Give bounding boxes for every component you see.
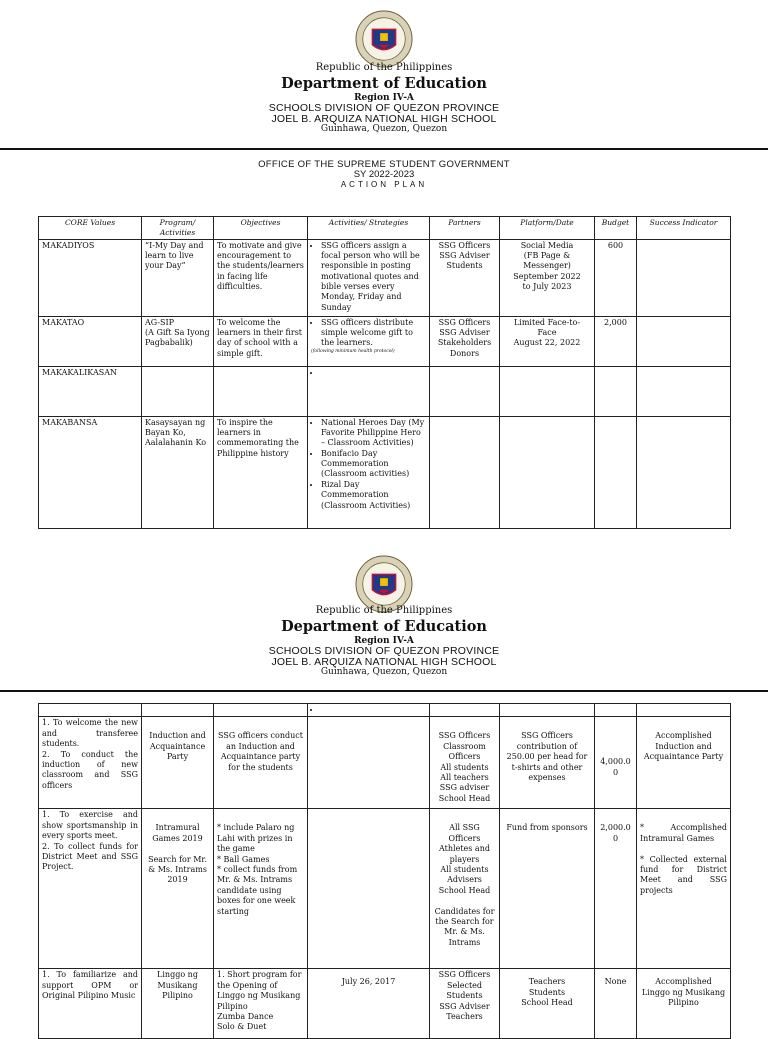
table-row (39, 809, 731, 969)
strategies-cell: 1. Short program for the Opening of Linggo ng Musikang Pilipino Zumba Dance Solo & Duet (214, 969, 308, 1039)
department-title: Department of Education (281, 617, 487, 635)
core-value-cell: MAKATAO (39, 316, 142, 366)
objectives-cell: 1. To familiarize and support OPM or Original Pilipino Music (39, 969, 142, 1039)
school-name: JOEL B. ARQUIZA NATIONAL HIGH SCHOOL (271, 656, 497, 669)
core-value-cell: MAKABANSA (39, 416, 142, 528)
office-title: OFFICE OF THE SUPREME STUDENT GOVERNMENT (258, 159, 510, 170)
objectives-cell (214, 366, 308, 416)
table-row (39, 316, 731, 366)
activities-cell (308, 239, 430, 316)
objectives-cell: To welcome the learners in their first day of school with a simple gift. (214, 316, 308, 366)
table-row (39, 969, 731, 1039)
table-row (39, 416, 731, 528)
division-text: SCHOOLS DIVISION OF QUEZON PROVINCE (268, 645, 500, 658)
republic-text: Republic of the Philippines (315, 62, 453, 73)
school-address: Guinhawa, Quezon, Quezon (320, 124, 448, 135)
partners-cell: SSG Officers Selected Students SSG Adviser Teachers (430, 969, 500, 1039)
header-divider (0, 148, 768, 150)
success-cell (637, 366, 731, 416)
empty-bullet-cell (308, 704, 430, 717)
resources-cell: SSG Officers contribution of 250.00 per head for t-shirts and other expenses (500, 717, 595, 809)
activity-item: • Rizal Day Commemoration (Classroom Activities) (321, 480, 426, 511)
health-protocol-note: (following minimum health protocol) (311, 348, 395, 354)
success-cell: Accomplished Induction and Acquaintance Party (637, 717, 731, 809)
program-cell: Linggo ng Musikang Pilipino (142, 969, 214, 1039)
success-cell (637, 239, 731, 316)
page-2-letterhead (0, 606, 768, 678)
column-header: Success Indicator (637, 217, 731, 240)
activities-table (38, 703, 731, 1039)
activity-item (321, 368, 426, 378)
budget-cell (595, 366, 637, 416)
school-address: Guinhawa, Quezon, Quezon (320, 667, 448, 678)
strategies-cell: * include Palaro ng Lahi with prizes in the game * Ball Games * collect funds from Mr. & Ms. Intrams candidate using boxes for one week starting (214, 809, 308, 969)
program-cell: AG-SIP (A Gift Sa Iyong Pagbabalik) (142, 316, 214, 366)
activity-item: • Bonifacio Day Commemoration (Classroom activities) (321, 449, 426, 480)
platform-cell (500, 416, 595, 528)
budget-cell: None (595, 969, 637, 1039)
success-cell: Accomplished Linggo ng Musikang Pilipino (637, 969, 731, 1039)
partners-cell: SSG Officers SSG Adviser Stakeholders Donors (430, 316, 500, 366)
budget-cell (595, 416, 637, 528)
activity-item: • National Heroes Day (My Favorite Philippine Hero – Classroom Activities) (321, 418, 426, 449)
platform-cell: Limited Face-to- Face August 22, 2022 (500, 316, 595, 366)
objectives-cell: 1. To welcome the new and transferee students. 2. To conduct the induction of new classroom and SSG officers (39, 717, 142, 809)
column-header: CORE Values (39, 217, 142, 240)
school-name: JOEL B. ARQUIZA NATIONAL HIGH SCHOOL (271, 113, 497, 126)
column-header: Activities/ Strategies (308, 217, 430, 240)
action-plan-table (38, 216, 731, 529)
core-value-cell: MAKAKALIKASAN (39, 366, 142, 416)
date-cell: July 26, 2017 (308, 969, 430, 1039)
republic-text: Republic of the Philippines (315, 605, 453, 616)
date-cell (308, 809, 430, 969)
program-cell: “I-My Day and learn to live your Day” (142, 239, 214, 316)
objectives-cell: To motivate and give encouragement to the students/learners in facing life difficulties. (214, 239, 308, 316)
program-cell (142, 366, 214, 416)
strategies-cell: SSG officers conduct an Induction and Acquaintance party for the students (214, 717, 308, 809)
platform-cell (500, 366, 595, 416)
budget-cell: 600 (595, 239, 637, 316)
program-cell: Induction and Acquaintance Party (142, 717, 214, 809)
column-header: Program/ Activities (142, 217, 214, 240)
table-top-row (39, 704, 731, 717)
partners-cell (430, 366, 500, 416)
resources-cell: Teachers Students School Head (500, 969, 595, 1039)
activities-cell (308, 366, 430, 416)
activities-cell (308, 316, 430, 366)
column-header: Budget (595, 217, 637, 240)
office-heading (0, 160, 768, 190)
school-year: SY 2022-2023 (353, 169, 415, 181)
partners-cell: All SSG Officers Athletes and players All students Advisers School Head Candidates for the Search for Mr. & Ms. Intrams (430, 809, 500, 969)
budget-cell: 4,000.0 0 (595, 717, 637, 809)
region-text: Region IV-A (354, 635, 414, 646)
division-text: SCHOOLS DIVISION OF QUEZON PROVINCE (268, 102, 500, 115)
core-value-cell: MAKADIYOS (39, 239, 142, 316)
objectives-cell: 1. To exercise and show sportsmanship in every sports meet. 2. To collect funds for District Meet and SSG Project. (39, 809, 142, 969)
column-header: Partners (430, 217, 500, 240)
resources-cell: Fund from sponsors (500, 809, 595, 969)
platform-cell: Social Media (FB Page & Messenger) September 2022 to July 2023 (500, 239, 595, 316)
program-cell: Kasaysayan ng Bayan Ko, Aalalahanin Ko (142, 416, 214, 528)
partners-cell (430, 416, 500, 528)
program-cell: Intramural Games 2019 Search for Mr. & Ms. Intrams 2019 (142, 809, 214, 969)
action-plan-title: ACTION PLAN (340, 179, 428, 189)
activity-item: • SSG officers distribute simple welcome gift to the learners. (321, 318, 426, 349)
partners-cell: SSG Officers SSG Adviser Students (430, 239, 500, 316)
success-cell (637, 416, 731, 528)
department-title: Department of Education (281, 74, 487, 92)
objectives-cell: To inspire the learners in commemorating the Philippine history (214, 416, 308, 528)
date-cell (308, 717, 430, 809)
partners-cell: SSG Officers Classroom Officers All students All teachers SSG adviser School Head (430, 717, 500, 809)
table-row (39, 366, 731, 416)
table-row (39, 239, 731, 316)
header-divider (0, 690, 768, 692)
success-cell: * Accomplished Intramural Games * Collected external fund for District Meet and SSG projects (637, 809, 731, 969)
activities-cell (308, 416, 430, 528)
column-header: Platform/Date (500, 217, 595, 240)
table-header-row (39, 217, 731, 240)
region-text: Region IV-A (354, 92, 414, 103)
table-row (39, 717, 731, 809)
activity-item: • SSG officers assign a focal person who will be responsible in posting motivational quotes and bible verses every Monday, Friday and Sunday (321, 241, 426, 314)
budget-cell: 2,000 (595, 316, 637, 366)
activity-item (321, 705, 426, 715)
success-cell (637, 316, 731, 366)
page-1-letterhead (0, 63, 768, 135)
deped-seal-icon (355, 10, 413, 68)
budget-cell: 2,000.0 0 (595, 809, 637, 969)
column-header: Objectives (214, 217, 308, 240)
